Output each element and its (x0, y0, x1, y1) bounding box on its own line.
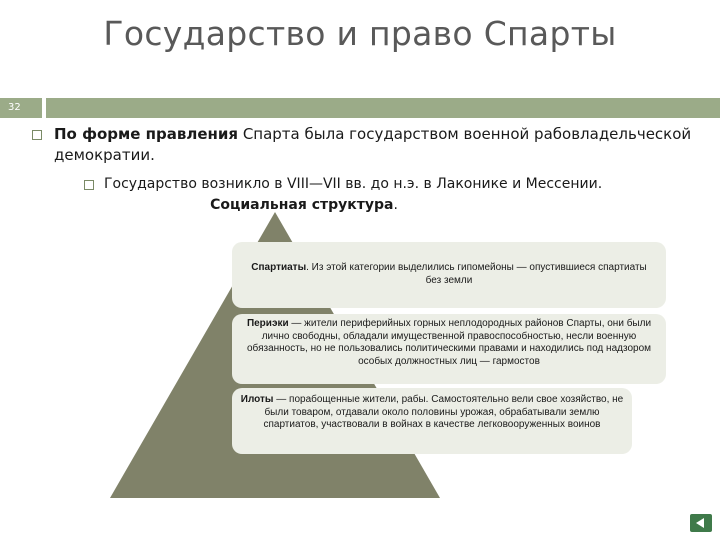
tier-title: Илоты (240, 394, 274, 405)
tier-text: — порабощенные жители, рабы. Самостоятельно вели свое хозяйство, не были товаром, отдавали около половины урожая, обрабатывали землю спартиатов, участвовали в войнах в качестве легковооруженных воинов (263, 394, 624, 430)
square-bullet-icon (32, 130, 42, 140)
tier-helots (232, 388, 632, 454)
slide-number: 32 (0, 98, 42, 118)
back-arrow-icon[interactable] (690, 514, 712, 532)
tier-text: . Из этой категории выделились гипомейоны — опустившиеся спартиаты без земли (306, 262, 647, 286)
header-band (46, 98, 720, 118)
tier-perioeci (232, 314, 666, 384)
tier-text: — жители периферийных горных неплодородных районов Спарты, они были лично свободны, обладали имущественной правоспособностью, несли военную обязанность, но не пользовались политическими правами и находились под надзором особых должностных лиц — гармостов (247, 318, 652, 367)
social-structure-label: Социальная структура (210, 197, 394, 213)
slide-title: Государство и право Спарты (103, 14, 617, 53)
tier-title: Периэки (246, 318, 289, 329)
bullet-text: Государство возникло в VIII—VII вв. до н.э. в Лаконике и Мессении. (104, 176, 603, 192)
square-bullet-icon (84, 180, 94, 190)
arrow-glyph (696, 518, 704, 528)
heading-period: . (393, 197, 398, 213)
bullet-bold-lead: По форме правления (54, 125, 239, 143)
tier-title: Спартиаты (251, 262, 307, 273)
bullet-text: Спарта была государством военной рабовладельческой демократии. (54, 125, 692, 164)
bullet-form-of-government (54, 124, 694, 166)
tier-spartiates (232, 242, 666, 308)
